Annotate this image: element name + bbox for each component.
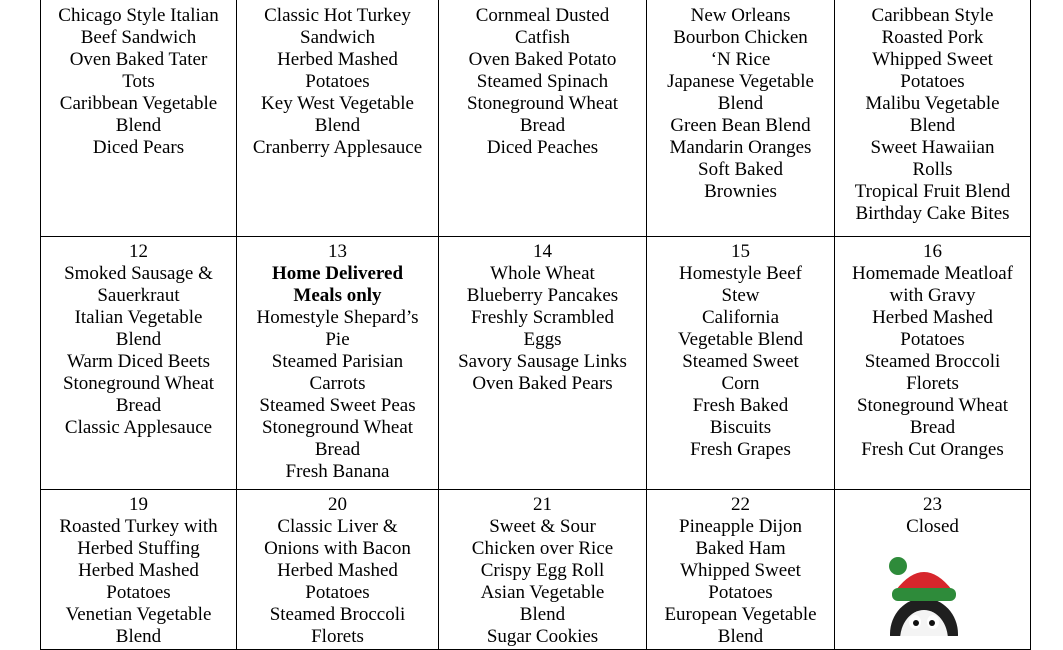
- menu-item-line: Smoked Sausage &: [64, 263, 213, 284]
- menu-item-line: New Orleans: [690, 5, 791, 26]
- day-number: 14: [533, 241, 552, 262]
- menu-item-line: Closed: [906, 516, 959, 537]
- day-number: 16: [923, 241, 942, 262]
- menu-item-line: Biscuits: [709, 417, 772, 438]
- menu-item-line: Caribbean Vegetable: [59, 93, 218, 114]
- day-cell: [40, 0, 237, 237]
- menu-item-line: Classic Hot Turkey: [264, 5, 411, 26]
- menu-item-line: Crispy Egg Roll: [480, 560, 605, 581]
- menu-item-line: Herbed Mashed: [78, 560, 199, 581]
- week-row-1: [40, 0, 1031, 237]
- day-cell: [835, 0, 1031, 237]
- menu-item-line: Malibu Vegetable: [865, 93, 1000, 114]
- menu-item-line: Potatoes: [708, 582, 773, 603]
- day-cell: [835, 237, 1031, 490]
- menu-item-line: Homestyle Shepard’s: [256, 307, 419, 328]
- menu-item-line: Key West Vegetable: [261, 93, 414, 114]
- menu-item-line: Sauerkraut: [97, 285, 180, 306]
- menu-item-line: Homemade Meatloaf: [852, 263, 1013, 284]
- day-cell: [237, 0, 439, 237]
- day-cell: [647, 0, 835, 237]
- day-cell: [237, 237, 439, 490]
- menu-item-line: California: [701, 307, 780, 328]
- menu-item-line: Blend: [717, 93, 764, 114]
- menu-item-line: Stoneground Wheat: [62, 373, 215, 394]
- menu-item-line: Onions with Bacon: [264, 538, 411, 559]
- menu-item-line: Blend: [115, 115, 162, 136]
- menu-item-line: Cornmeal Dusted: [475, 5, 610, 26]
- day-cell: [439, 0, 647, 237]
- menu-item-line: Herbed Mashed: [277, 560, 398, 581]
- menu-item-line: Cranberry Applesauce: [252, 137, 423, 158]
- menu-item-line: Oven Baked Potato: [468, 49, 617, 70]
- day-number: 21: [533, 494, 552, 515]
- day-cell: [647, 490, 835, 650]
- menu-item-line: Blend: [519, 604, 566, 625]
- menu-item-line: Bourbon Chicken: [673, 27, 808, 48]
- menu-item-line: Freshly Scrambled: [470, 307, 614, 328]
- menu-item-line: Diced Pears: [92, 137, 185, 158]
- menu-item-line: Herbed Mashed: [277, 49, 398, 70]
- menu-item-line: Oven Baked Pears: [472, 373, 613, 394]
- menu-item-line: Stoneground Wheat: [261, 417, 414, 438]
- menu-item-line: Diced Peaches: [486, 137, 599, 158]
- menu-item-line: Roasted Turkey with: [59, 516, 218, 537]
- day-cell: [439, 237, 647, 490]
- menu-item-line: Steamed Sweet: [682, 351, 799, 372]
- menu-item-line: Blend: [909, 115, 956, 136]
- menu-item-line: Fresh Cut Oranges: [861, 439, 1004, 460]
- menu-item-line: Savory Sausage Links: [458, 351, 627, 372]
- menu-item-line: Bread: [314, 439, 361, 460]
- menu-item-line: Roasted Pork: [881, 27, 984, 48]
- menu-item-line: Vegetable Blend: [677, 329, 804, 350]
- menu-item-line: Sandwich: [300, 27, 375, 48]
- menu-item-line: Birthday Cake Bites: [855, 203, 1010, 224]
- menu-item-line: Stoneground Wheat: [466, 93, 619, 114]
- menu-item-line: Baked Ham: [695, 538, 786, 559]
- menu-item-line: Bread: [115, 395, 162, 416]
- menu-item-line: European Vegetable: [664, 604, 817, 625]
- menu-item-line: Whipped Sweet: [680, 560, 801, 581]
- menu-item-line: Pie: [325, 329, 350, 350]
- day-number: 13: [328, 241, 347, 262]
- menu-item-line: Blueberry Pancakes: [466, 285, 619, 306]
- day-cell: [439, 490, 647, 650]
- delivery-note: Home Delivered: [271, 263, 404, 284]
- day-number: 20: [328, 494, 347, 515]
- menu-item-line: Beef Sandwich: [80, 27, 197, 48]
- menu-item-line: Asian Vegetable: [480, 582, 605, 603]
- day-number: 22: [731, 494, 750, 515]
- menu-item-line: Fresh Baked: [692, 395, 789, 416]
- menu-item-line: Herbed Stuffing: [77, 538, 200, 559]
- menu-item-line: Classic Applesauce: [64, 417, 213, 438]
- menu-item-line: Fresh Banana: [285, 461, 390, 482]
- menu-item-line: Bread: [909, 417, 956, 438]
- menu-item-line: Florets: [311, 626, 364, 647]
- menu-item-line: Green Bean Blend: [670, 115, 811, 136]
- menu-item-line: Tots: [122, 71, 155, 92]
- menu-item-line: Steamed Parisian: [271, 351, 404, 372]
- menu-item-line: Steamed Broccoli: [269, 604, 406, 625]
- menu-item-line: Potatoes: [900, 71, 965, 92]
- day-cell: [40, 237, 237, 490]
- day-number: 12: [129, 241, 148, 262]
- menu-item-line: Stoneground Wheat: [856, 395, 1009, 416]
- week-row-2: [40, 237, 1031, 490]
- menu-item-line: Brownies: [704, 181, 777, 202]
- day-number: 23: [923, 494, 942, 515]
- menu-item-line: Italian Vegetable: [74, 307, 203, 328]
- menu-item-line: Eggs: [523, 329, 562, 350]
- menu-item-line: Sweet Hawaiian: [870, 137, 995, 158]
- menu-item-line: Classic Liver &: [277, 516, 398, 537]
- menu-item-line: Herbed Mashed: [872, 307, 993, 328]
- menu-item-line: with Gravy: [889, 285, 976, 306]
- menu-item-line: Corn: [721, 373, 760, 394]
- menu-item-line: Fresh Grapes: [690, 439, 791, 460]
- menu-item-line: Carrots: [309, 373, 366, 394]
- menu-item-line: Blend: [717, 626, 764, 647]
- menu-item-line: Whole Wheat: [490, 263, 595, 284]
- menu-calendar-grid: [40, 0, 1031, 650]
- menu-item-line: Chicago Style Italian: [58, 5, 219, 26]
- menu-item-line: Potatoes: [106, 582, 171, 603]
- menu-item-line: Blend: [115, 626, 162, 647]
- menu-item-line: Potatoes: [900, 329, 965, 350]
- menu-item-line: Chicken over Rice: [471, 538, 614, 559]
- menu-item-line: Oven Baked Tater: [69, 49, 208, 70]
- menu-item-line: Florets: [906, 373, 959, 394]
- menu-item-line: Blend: [115, 329, 162, 350]
- delivery-note: Meals only: [293, 285, 382, 306]
- menu-item-line: Tropical Fruit Blend: [854, 181, 1011, 202]
- menu-item-line: Sugar Cookies: [486, 626, 599, 647]
- menu-item-line: Pineapple Dijon: [679, 516, 802, 537]
- menu-item-line: Venetian Vegetable: [65, 604, 212, 625]
- menu-item-line: Stew: [721, 285, 760, 306]
- menu-item-line: Japanese Vegetable: [667, 71, 814, 92]
- day-number: 15: [731, 241, 750, 262]
- menu-item-line: Steamed Broccoli: [864, 351, 1001, 372]
- menu-item-line: Soft Baked: [698, 159, 783, 180]
- menu-item-line: Potatoes: [305, 71, 370, 92]
- menu-item-line: Caribbean Style: [871, 5, 994, 26]
- day-cell: [40, 490, 237, 650]
- menu-item-line: Homestyle Beef: [679, 263, 802, 284]
- menu-item-line: Rolls: [912, 159, 953, 180]
- menu-item-line: Potatoes: [305, 582, 370, 603]
- menu-item-line: Mandarin Oranges: [669, 137, 812, 158]
- menu-item-line: ‘N Rice: [710, 49, 771, 70]
- day-number: 19: [129, 494, 148, 515]
- menu-item-line: Steamed Sweet Peas: [259, 395, 416, 416]
- menu-item-line: Blend: [314, 115, 361, 136]
- menu-item-line: Bread: [519, 115, 566, 136]
- menu-item-line: Warm Diced Beets: [66, 351, 211, 372]
- penguin-with-winter-hat-icon: [882, 556, 966, 636]
- day-cell: [237, 490, 439, 650]
- menu-item-line: Catfish: [515, 27, 570, 48]
- day-cell: [647, 237, 835, 490]
- menu-item-line: Whipped Sweet: [872, 49, 993, 70]
- menu-item-line: Steamed Spinach: [476, 71, 609, 92]
- menu-item-line: Sweet & Sour: [489, 516, 596, 537]
